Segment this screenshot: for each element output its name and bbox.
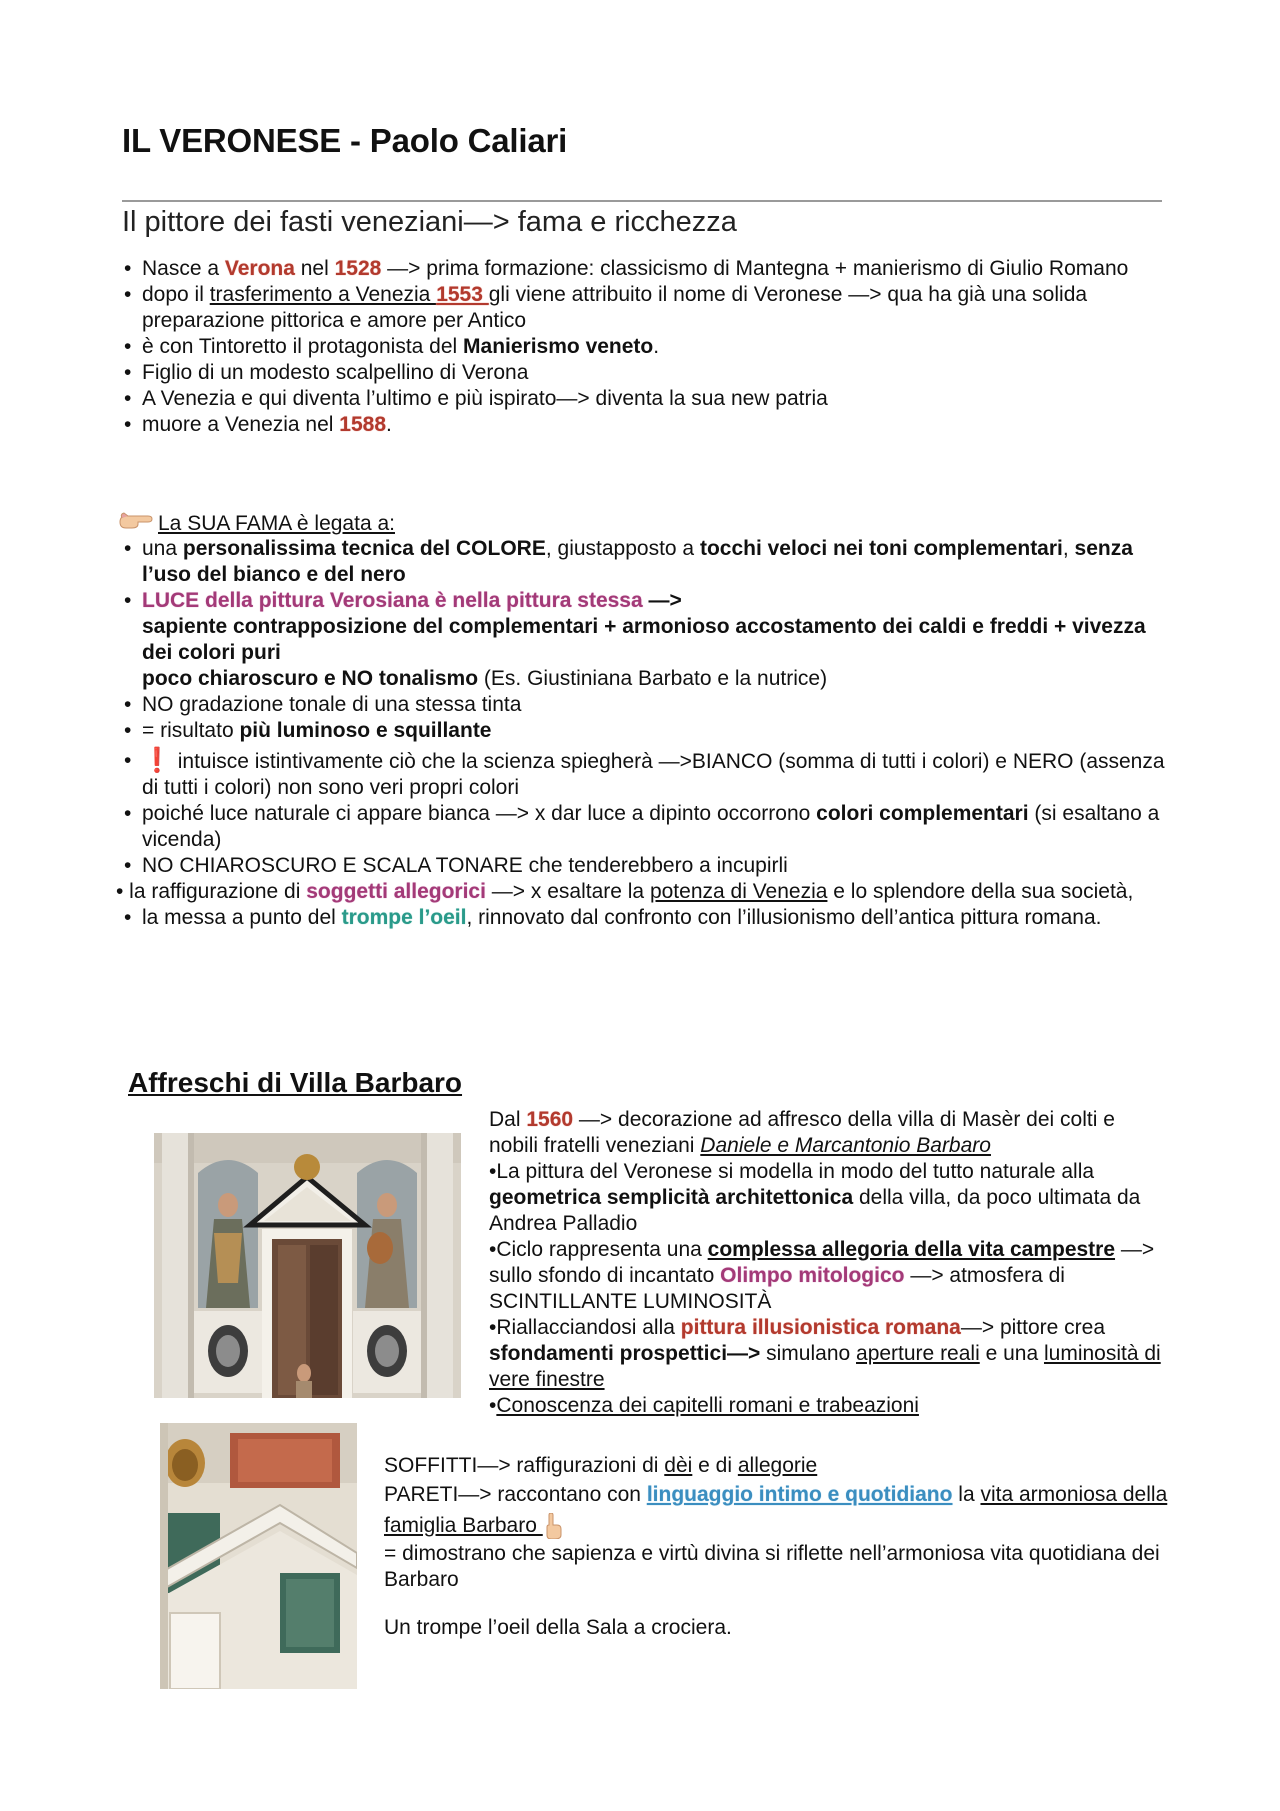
villa-paragraph: Dal 1560 —> decorazione ad affresco della villa di Masèr dei colti e nobili fratelli veneziani Daniele e Marcantonio Barbaro [489,1108,1115,1157]
villa-paragraph: PARETI—> raccontano con linguaggio intimo e quotidiano la vita armoniosa della famiglia Barbaro [384,1479,1174,1541]
fama-bullet: • NO gradazione tonale di una stessa tinta [122,692,1172,718]
villa-paragraph: •La pittura del Veronese si modella in modo del tutto naturale alla geometrica semplicità architettonica della villa, da poco ultimata da Andrea Palladio [489,1160,1141,1235]
pointing-hand-icon [118,510,154,539]
fama-bullet: • NO CHIAROSCURO E SCALA TONARE che tenderebbero a incupirli [122,853,1172,879]
villa-section-title: Affreschi di Villa Barbaro [128,1067,463,1098]
villa-paragraph: •Riallacciandosi alla pittura illusionistica romana—> pittore crea sfondamenti prospettici—> simulano aperture reali e una luminosità di vere finestre [489,1316,1161,1391]
villa-paragraph: •Ciclo rappresenta una complessa allegoria della vita campestre —> sullo sfondo di incantato Olimpo mitologico —> atmosfera di SCINTILLANTE LUMINOSITÀ [489,1238,1155,1313]
intro-bullet: • Nasce a Verona nel 1528 —> prima formazione: classicismo di Mantegna + manierismo di Giulio Romano [122,256,1172,282]
fama-bullet: • poiché luce naturale ci appare bianca —> x dar luce a dipinto occorrono colori complementari (si esaltano a vicenda) [122,801,1172,853]
villa-paragraph: SOFFITTI—> raffigurazioni di dèi e di allegorie [384,1454,818,1477]
fama-heading: La SUA FAMA è legata a: [118,510,395,539]
villa-paragraph: •Conoscenza dei capitelli romani e trabeazioni [489,1394,919,1417]
intro-bullet: • muore a Venezia nel 1588. [122,412,1172,438]
pointing-down-hand-icon [543,1514,565,1537]
intro-bullet: • dopo il trasferimento a Venezia 1553 gli viene attribuito il nome di Veronese —> qua ha già una solida preparazione pittorica e amore per Antico [122,282,1172,334]
exclamation-icon: ❗ [142,747,172,774]
villa-text-1 [489,1107,1169,1419]
fama-bullet: • ❗ intuisce istintivamente ciò che la scienza spiegherà —>BIANCO (somma di tutti i colori) e NERO (assenza di tutti i colori) non sono veri propri colori [122,748,1172,801]
title-divider [122,200,1162,202]
villa-text-2 [384,1453,1174,1641]
villa-paragraph: = dimostrano che sapienza e virtù divina si riflette nell’armoniosa vita quotidiana dei Barbaro [384,1542,1160,1591]
intro-bullet: • è con Tintoretto il protagonista del Manierismo veneto. [122,334,1172,360]
fama-bullet: • la messa a punto del trompe l’oeil, rinnovato dal confronto con l’illusionismo dell’antica pittura romana. [122,905,1172,931]
fama-bullet: • una personalissima tecnica del COLORE, giustapposto a tocchi veloci nei toni complementari, senza l’uso del bianco e del nero [122,536,1172,588]
trompe-loeil-image [160,1423,357,1689]
intro-list [122,256,1172,438]
fama-bullet: • LUCE della pittura Verosiana è nella pittura stessa —> sapiente contrapposizione del complementari + armonioso accostamento dei caldi e freddi + vivezza dei colori puri poco chiaroscuro e NO tonalismo (Es. Giustiniana Barbato e la nutrice) [122,588,1172,692]
fama-list [116,536,1172,931]
page-title: IL VERONESE - Paolo Caliari [122,122,568,159]
section-subtitle: Il pittore dei fasti veneziani—> fama e ricchezza [122,206,737,238]
intro-bullet: • A Venezia e qui diventa l’ultimo e più ispirato—> diventa la sua new patria [122,386,1172,412]
fama-bullet: • = risultato più luminoso e squillante [122,718,1172,744]
fresco-door-image [154,1133,461,1398]
intro-bullet: • Figlio di un modesto scalpellino di Verona [122,360,1172,386]
villa-paragraph: Un trompe l’oeil della Sala a crociera. [384,1616,732,1639]
fama-bullet: • la raffigurazione di soggetti allegorici —> x esaltare la potenza di Venezia e lo splendore della sua società, [116,880,1134,903]
